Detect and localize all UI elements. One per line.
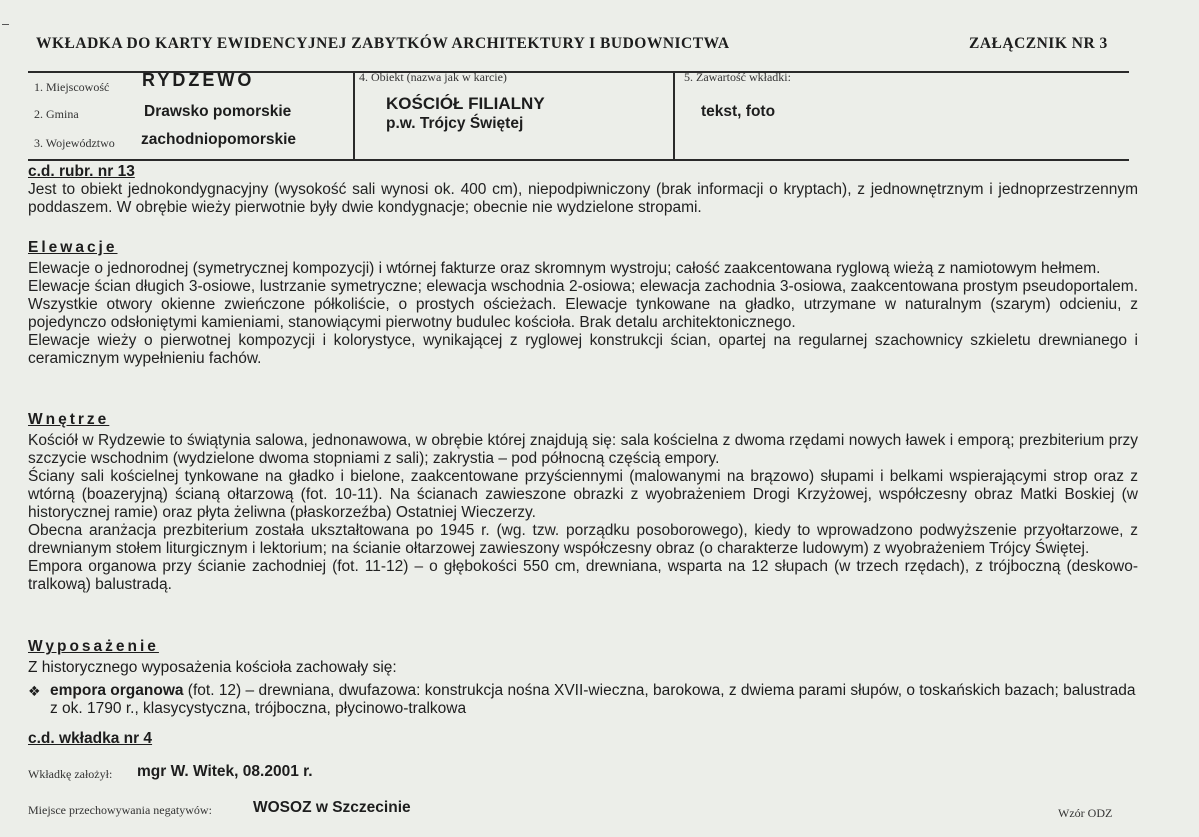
object-name: KOŚCIÓŁ FILIALNY (386, 94, 545, 113)
header-column-divider (353, 71, 355, 160)
furnishings-heading: Wyposażenie (28, 638, 159, 655)
furnishings-intro: Z historycznego wyposażenia kościoła zachowały się: (28, 659, 397, 676)
elevations-heading: Elewacje (28, 239, 118, 256)
header-column-divider (673, 71, 675, 160)
interior-heading: Wnętrze (28, 411, 110, 428)
interior-paragraph: Kościół w Rydzewie to świątynia salowa, jednonawowa, w obrębie której znajdują się: sala kościelna z dwoma rzędami nowych ławek i emporą; prezbiterium przy szczycie wschodnim (wydzielone dwoma stopniami z sali); zakrystia – pod północną częścią empory. (28, 432, 1138, 467)
interior-text-block (28, 432, 1138, 594)
interior-paragraph: Ściany sali kościelnej tynkowane na gładko i bielone, zaakcentowane przyściennymi (malowanymi na brązowo) słupami i belkami wspierającymi strop oraz z wtórną (boazeryjną) ścianą ołtarzową (fot. 10-11). Na ścianach zawieszone obrazki z wyobrażeniem Drogi Krzyżowej, współczesny obraz Matki Boskiej (w historycznej ramie) oraz płyta żeliwna (płaskorzeźba) Ostatniej Wieczerzy. (28, 468, 1138, 521)
furnishings-item-title: empora organowa (50, 682, 184, 699)
author-label: Wkładkę założył: (28, 767, 113, 781)
continued-paragraph: Jest to obiekt jednokondygnacyjny (wysokość sali wynosi ok. 400 cm), niepodpiwniczony (brak informacji o kryptach), z jednownętrznym i jednoprzestrzennym poddaszem. W obrębie wieży pierwotnie były dwie kondygnacje; obecnie nie wydzielone stropami. (28, 181, 1138, 216)
margin-mark (2, 24, 9, 25)
template-mark: Wzór ODZ (1058, 806, 1113, 820)
furnishings-list-item (28, 682, 1138, 718)
elevations-paragraph: Elewacje ścian długich 3-osiowe, lustrzanie symetryczne; elewacja wschodnia 2-osiowa; elewacja zachodnia 3-osiowa, zaakcentowana prostym pseudoportalem. Wszystkie otwory okienne zwieńczone półkoliście, o prostych ościeżach. Elewacje tynkowane na gładko, utrzymane w naturalnym (szarym) odcieniu, z pojedynczo odsłoniętymi kamieniami, stanowiącymi pierwotny budulec kościoła. Brak detalu architektonicznego. (28, 278, 1138, 331)
elevations-paragraph: Elewacje o jednorodnej (symetrycznej kompozycji) i wtórnej fakturze oraz skromnym wystroju; całość zaakcentowana ryglową wieżą z namiotowym hełmem. (28, 260, 1101, 277)
contents-value: tekst, foto (701, 103, 776, 120)
storage-label: Miejsce przechowywania negatywów: (28, 803, 212, 817)
author-value: mgr W. Witek, 08.2001 r. (137, 763, 313, 780)
header-bottom-rule (28, 159, 1129, 161)
document-title: WKŁADKA DO KARTY EWIDENCYJNEJ ZABYTKÓW ARCHITEKTURY I BUDOWNICTWA (36, 35, 730, 52)
storage-value: WOSOZ w Szczecinie (253, 799, 411, 816)
furnishings-item-description: (fot. 12) – drewniana, dwufazowa: konstrukcja nośna XVII-wieczna, barokowa, z dwiema parami słupów, o toskańskich bazach; balustrada z ok. 1790 r., klasycystyczna, trójboczna, płycinowo-tralkowa (50, 682, 1136, 717)
object-label: 4. Obiekt (nazwa jak w karcie) (359, 70, 507, 84)
diamond-bullet-icon: ❖ (28, 683, 41, 699)
annex-number: ZAŁĄCZNIK NR 3 (969, 35, 1108, 52)
continued-text-block (28, 181, 1138, 217)
voivodeship-label: 3. Województwo (34, 136, 115, 150)
commune-label: 2. Gmina (34, 107, 79, 121)
object-subname: p.w. Trójcy Świętej (386, 115, 524, 132)
voivodeship-value: zachodniopomorskie (141, 131, 297, 148)
interior-paragraph: Empora organowa przy ścianie zachodniej (fot. 11-12) – o głębokości 550 cm, drewniana, wsparta na 12 słupach (w trzech rzędach), z trójboczną (deskowo-tralkową) balustradą. (28, 558, 1138, 593)
continued-insert-heading: c.d. wkładka nr 4 (28, 730, 153, 747)
elevations-text-block (28, 260, 1138, 368)
furnishings-item-text (50, 682, 1138, 718)
elevations-paragraph: Elewacje wieży o pierwotnej kompozycji i kolorystyce, wynikającej z ryglowej konstrukcji ścian, opartej na regularnej szachownicy szkieletu drewnianego i ceramicznym wypełnieniu fachów. (28, 332, 1138, 367)
interior-paragraph: Obecna aranżacja prezbiterium została ukształtowana po 1945 r. (wg. tzw. porządku posoborowego), kiedy to wprowadzono podwyższenie przyołtarzowe, z drewnianym stołem liturgicznym i lektorium; na ścianie ołtarzowej zawieszony współczesny obraz (o charakterze ludowym) z wyobrażeniem Trójcy Świętej. (28, 522, 1138, 557)
locality-label: 1. Miejscowość (34, 80, 110, 94)
commune-value: Drawsko pomorskie (144, 103, 292, 120)
continued-heading: c.d. rubr. nr 13 (28, 163, 135, 180)
contents-label: 5. Zawartość wkładki: (684, 70, 791, 84)
locality-value: RYDZEWO (142, 70, 255, 90)
